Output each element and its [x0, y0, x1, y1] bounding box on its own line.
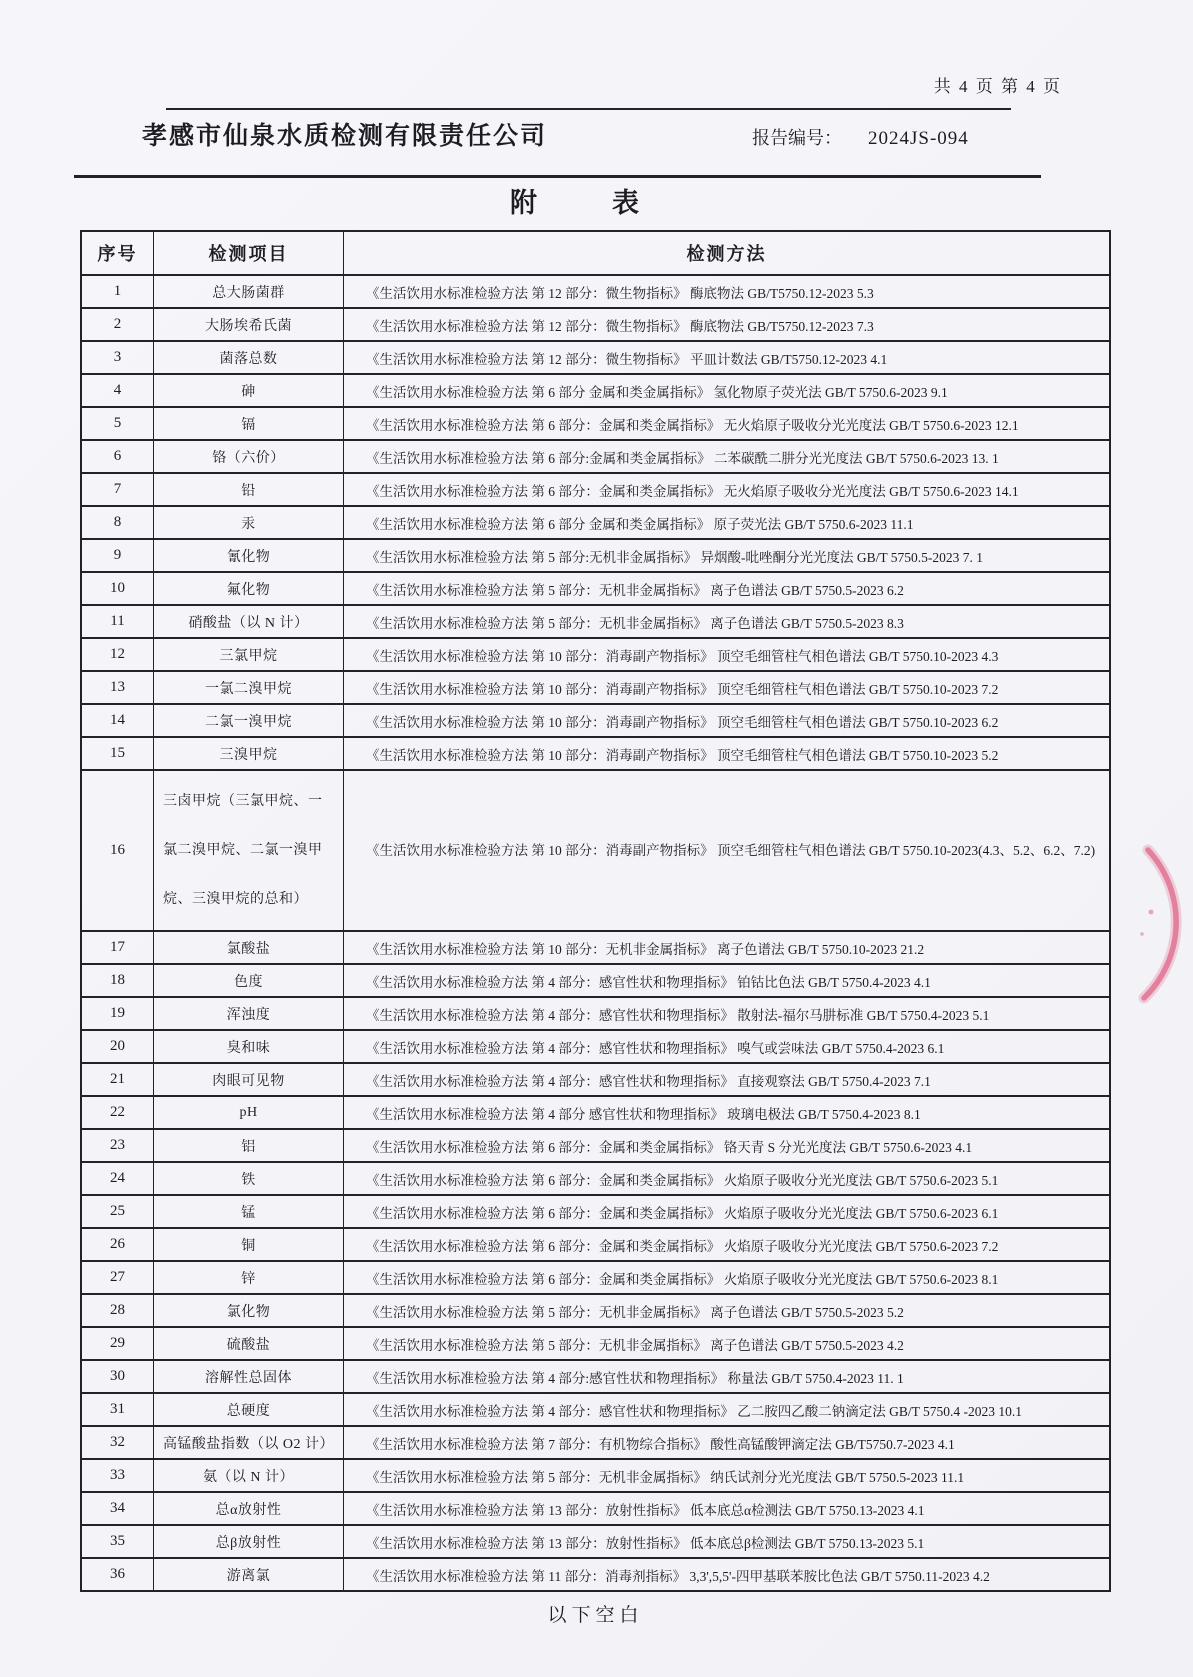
row-number-cell: 1 [82, 276, 154, 307]
table-row [82, 1260, 1109, 1293]
table-row [82, 930, 1109, 963]
test-method-cell: 《生活饮用水标准检验方法 第 4 部分：感官性状和物理指标》 铂钴比色法 GB/T 5750.4-2023 4.1 [366, 974, 931, 990]
test-item-cell: 铝 [154, 1130, 344, 1161]
table-row [82, 670, 1109, 703]
table-row [82, 1095, 1109, 1128]
table-row [82, 340, 1109, 373]
test-item-cell: 氟化物 [154, 573, 344, 604]
test-method-cell: 《生活饮用水标准检验方法 第 12 部分：微生物指标》 酶底物法 GB/T5750.12-2023 7.3 [366, 318, 874, 334]
test-item-cell: pH [154, 1097, 344, 1128]
table-row [82, 538, 1109, 571]
row-number-cell: 31 [82, 1394, 154, 1425]
test-method-cell: 《生活饮用水标准检验方法 第 10 部分：消毒副产物指标》 顶空毛细管柱气相色谱法 GB/T 5750.10-2023 4.3 [366, 648, 999, 664]
test-method-cell: 《生活饮用水标准检验方法 第 10 部分：消毒副产物指标》 顶空毛细管柱气相色谱法 GB/T 5750.10-2023(4.3、5.2、6.2、7.2) [366, 842, 1096, 858]
test-item-cell: 二氯一溴甲烷 [154, 705, 344, 736]
row-number-cell: 21 [82, 1064, 154, 1095]
table-row [82, 1161, 1109, 1194]
test-item-cell: 氯酸盐 [154, 932, 344, 963]
test-item-cell: 汞 [154, 507, 344, 538]
test-method-cell: 《生活饮用水标准检验方法 第 4 部分:感官性状和物理指标》 称量法 GB/T 5750.4-2023 11. 1 [366, 1370, 904, 1386]
row-number-cell: 27 [82, 1262, 154, 1293]
test-item-cell: 总α放射性 [154, 1493, 344, 1524]
table-row [82, 736, 1109, 769]
row-number-cell: 26 [82, 1229, 154, 1260]
row-number-cell: 13 [82, 672, 154, 703]
test-method-cell: 《生活饮用水标准检验方法 第 5 部分:无机非金属指标》 异烟酸-吡唑酮分光光度法 GB/T 5750.5-2023 7. 1 [366, 549, 983, 565]
test-method-cell: 《生活饮用水标准检验方法 第 10 部分：消毒副产物指标》 顶空毛细管柱气相色谱法 GB/T 5750.10-2023 6.2 [366, 714, 999, 730]
row-number-cell: 4 [82, 375, 154, 406]
table-row [82, 1194, 1109, 1227]
test-method-cell: 《生活饮用水标准检验方法 第 11 部分：消毒剂指标》 3,3',5,5'-四甲基联苯胺比色法 GB/T 5750.11-2023 4.2 [366, 1568, 990, 1584]
methods-table [80, 230, 1111, 1592]
test-item-cell: 三卤甲烷（三氯甲烷、一氯二溴甲烷、二氯一溴甲烷、三溴甲烷的总和） [154, 771, 344, 930]
table-row [82, 963, 1109, 996]
test-method-cell: 《生活饮用水标准检验方法 第 6 部分：金属和类金属指标》 无火焰原子吸收分光光度法 GB/T 5750.6-2023 12.1 [366, 417, 1019, 433]
table-row [82, 1458, 1109, 1491]
row-number-cell: 14 [82, 705, 154, 736]
test-method-cell: 《生活饮用水标准检验方法 第 6 部分 金属和类金属指标》 原子荧光法 GB/T 5750.6-2023 11.1 [366, 516, 914, 532]
table-row [82, 505, 1109, 538]
table-row [82, 1425, 1109, 1458]
test-method-cell: 《生活饮用水标准检验方法 第 6 部分:金属和类金属指标》 二苯碳酰二肼分光光度法 GB/T 5750.6-2023 13. 1 [366, 450, 999, 466]
test-item-cell: 总硬度 [154, 1394, 344, 1425]
table-row [82, 1062, 1109, 1095]
appendix-title-char-2: 表 [612, 188, 640, 218]
page-count: 共 4 页 第 4 页 [933, 77, 1062, 96]
table-row [82, 1293, 1109, 1326]
test-item-cell: 溶解性总固体 [154, 1361, 344, 1392]
test-item-cell: 锌 [154, 1262, 344, 1293]
company-name: 孝感市仙泉水质检测有限责任公司 [142, 122, 548, 150]
table-row [82, 637, 1109, 670]
table-row [82, 1128, 1109, 1161]
test-method-cell: 《生活饮用水标准检验方法 第 10 部分：消毒副产物指标》 顶空毛细管柱气相色谱法 GB/T 5750.10-2023 5.2 [366, 747, 999, 763]
test-item-cell: 氰化物 [154, 540, 344, 571]
header-cell-item: 检测项目 [154, 232, 344, 274]
test-method-cell: 《生活饮用水标准检验方法 第 12 部分：微生物指标》 平皿计数法 GB/T5750.12-2023 4.1 [366, 351, 888, 367]
below-blank-note: 以下空白 [547, 1605, 644, 1626]
test-method-cell: 《生活饮用水标准检验方法 第 4 部分：感官性状和物理指标》 嗅气或尝味法 GB/T 5750.4-2023 6.1 [366, 1040, 945, 1056]
test-item-cell: 硝酸盐（以 N 计） [154, 606, 344, 637]
test-item-cell: 氯化物 [154, 1295, 344, 1326]
test-method-cell: 《生活饮用水标准检验方法 第 6 部分：金属和类金属指标》 无火焰原子吸收分光光度法 GB/T 5750.6-2023 14.1 [366, 483, 1019, 499]
test-item-cell: 色度 [154, 965, 344, 996]
test-item-cell: 硫酸盐 [154, 1328, 344, 1359]
header-cell-no: 序号 [82, 232, 154, 274]
test-method-cell: 《生活饮用水标准检验方法 第 10 部分：无机非金属指标》 离子色谱法 GB/T 5750.10-2023 21.2 [366, 941, 925, 957]
test-method-cell: 《生活饮用水标准检验方法 第 5 部分：无机非金属指标》 离子色谱法 GB/T 5750.5-2023 8.3 [366, 615, 904, 631]
test-item-cell: 砷 [154, 375, 344, 406]
test-method-cell: 《生活饮用水标准检验方法 第 6 部分 金属和类金属指标》 氢化物原子荧光法 GB/T 5750.6-2023 9.1 [366, 384, 948, 400]
row-number-cell: 25 [82, 1196, 154, 1227]
row-number-cell: 17 [82, 932, 154, 963]
test-item-cell: 铅 [154, 474, 344, 505]
test-method-cell: 《生活饮用水标准检验方法 第 10 部分：消毒副产物指标》 顶空毛细管柱气相色谱法 GB/T 5750.10-2023 7.2 [366, 681, 999, 697]
row-number-cell: 15 [82, 738, 154, 769]
red-seal-stamp-fragment [1118, 834, 1193, 1014]
row-number-cell: 33 [82, 1460, 154, 1491]
table-row [82, 439, 1109, 472]
test-method-cell: 《生活饮用水标准检验方法 第 6 部分：金属和类金属指标》 火焰原子吸收分光光度法 GB/T 5750.6-2023 8.1 [366, 1271, 999, 1287]
row-number-cell: 18 [82, 965, 154, 996]
appendix-title-char-1: 附 [510, 188, 538, 218]
test-method-cell: 《生活饮用水标准检验方法 第 5 部分：无机非金属指标》 离子色谱法 GB/T 5750.5-2023 4.2 [366, 1337, 904, 1353]
test-item-cell: 高锰酸盐指数（以 O2 计） [154, 1427, 344, 1458]
test-method-cell: 《生活饮用水标准检验方法 第 7 部分：有机物综合指标》 酸性高锰酸钾滴定法 GB/T5750.7-2023 4.1 [366, 1436, 955, 1452]
test-item-cell: 总β放射性 [154, 1526, 344, 1557]
test-item-cell: 氨（以 N 计） [154, 1460, 344, 1491]
test-method-cell: 《生活饮用水标准检验方法 第 4 部分 感官性状和物理指标》 玻璃电极法 GB/T 5750.4-2023 8.1 [366, 1106, 921, 1122]
row-number-cell: 11 [82, 606, 154, 637]
test-method-cell: 《生活饮用水标准检验方法 第 6 部分：金属和类金属指标》 火焰原子吸收分光光度法 GB/T 5750.6-2023 6.1 [366, 1205, 999, 1221]
row-number-cell: 8 [82, 507, 154, 538]
row-number-cell: 19 [82, 998, 154, 1029]
row-number-cell: 22 [82, 1097, 154, 1128]
test-item-cell: 铁 [154, 1163, 344, 1194]
header-rule-top [166, 108, 1011, 110]
table-row [82, 406, 1109, 439]
appendix-title [0, 181, 1150, 220]
test-method-cell: 《生活饮用水标准检验方法 第 4 部分：感官性状和物理指标》 乙二胺四乙酸二钠滴定法 GB/T 5750.4 -2023 10.1 [366, 1403, 1023, 1419]
table-row [82, 307, 1109, 340]
test-item-cell: 游离氯 [154, 1559, 344, 1590]
table-row [82, 1392, 1109, 1425]
test-item-cell: 一氯二溴甲烷 [154, 672, 344, 703]
row-number-cell: 7 [82, 474, 154, 505]
test-method-cell: 《生活饮用水标准检验方法 第 13 部分：放射性指标》 低本底总α检测法 GB/T 5750.13-2023 4.1 [366, 1502, 925, 1518]
row-number-cell: 6 [82, 441, 154, 472]
test-method-cell: 《生活饮用水标准检验方法 第 4 部分：感官性状和物理指标》 散射法-福尔马肼标准 GB/T 5750.4-2023 5.1 [366, 1007, 990, 1023]
test-method-cell: 《生活饮用水标准检验方法 第 6 部分：金属和类金属指标》 火焰原子吸收分光光度法 GB/T 5750.6-2023 7.2 [366, 1238, 999, 1254]
table-row [82, 1524, 1109, 1557]
table-row [82, 571, 1109, 604]
test-item-cell: 铜 [154, 1229, 344, 1260]
row-number-cell: 3 [82, 342, 154, 373]
table-row [82, 1227, 1109, 1260]
row-number-cell: 5 [82, 408, 154, 439]
row-number-cell: 30 [82, 1361, 154, 1392]
test-item-cell: 三溴甲烷 [154, 738, 344, 769]
table-row [82, 274, 1109, 307]
table-body [82, 274, 1109, 1590]
table-row [82, 472, 1109, 505]
test-method-cell: 《生活饮用水标准检验方法 第 6 部分：金属和类金属指标》 铬天青 S 分光光度法 GB/T 5750.6-2023 4.1 [366, 1139, 973, 1155]
row-number-cell: 34 [82, 1493, 154, 1524]
row-number-cell: 23 [82, 1130, 154, 1161]
row-number-cell: 36 [82, 1559, 154, 1590]
table-row [82, 1326, 1109, 1359]
test-item-cell: 总大肠菌群 [154, 276, 344, 307]
report-number-value: 2024JS-094 [868, 128, 969, 149]
test-method-cell: 《生活饮用水标准检验方法 第 12 部分：微生物指标》 酶底物法 GB/T5750.12-2023 5.3 [366, 285, 874, 301]
row-number-cell: 9 [82, 540, 154, 571]
test-method-cell: 《生活饮用水标准检验方法 第 4 部分：感官性状和物理指标》 直接观察法 GB/T 5750.4-2023 7.1 [366, 1073, 931, 1089]
row-number-cell: 29 [82, 1328, 154, 1359]
table-header-row [82, 232, 1109, 274]
test-method-cell: 《生活饮用水标准检验方法 第 5 部分：无机非金属指标》 纳氏试剂分光光度法 GB/T 5750.5-2023 11.1 [366, 1469, 965, 1485]
header-rule-main [74, 175, 1041, 178]
test-method-cell: 《生活饮用水标准检验方法 第 13 部分：放射性指标》 低本底总β检测法 GB/T 5750.13-2023 5.1 [366, 1535, 925, 1551]
row-number-cell: 10 [82, 573, 154, 604]
row-number-cell: 20 [82, 1031, 154, 1062]
table-row [82, 1029, 1109, 1062]
table-row [82, 604, 1109, 637]
report-number-label: 报告编号： [752, 128, 842, 148]
row-number-cell: 16 [82, 771, 154, 930]
report-number [752, 124, 969, 150]
table-row [82, 769, 1109, 930]
test-method-cell: 《生活饮用水标准检验方法 第 6 部分：金属和类金属指标》 火焰原子吸收分光光度法 GB/T 5750.6-2023 5.1 [366, 1172, 999, 1188]
test-item-cell: 大肠埃希氏菌 [154, 309, 344, 340]
table-row [82, 1491, 1109, 1524]
test-item-cell: 三氯甲烷 [154, 639, 344, 670]
table-row [82, 703, 1109, 736]
test-item-cell: 肉眼可见物 [154, 1064, 344, 1095]
table-row [82, 996, 1109, 1029]
test-item-cell: 臭和味 [154, 1031, 344, 1062]
test-method-cell: 《生活饮用水标准检验方法 第 5 部分：无机非金属指标》 离子色谱法 GB/T 5750.5-2023 6.2 [366, 582, 904, 598]
row-number-cell: 35 [82, 1526, 154, 1557]
test-item-cell: 菌落总数 [154, 342, 344, 373]
row-number-cell: 24 [82, 1163, 154, 1194]
row-number-cell: 2 [82, 309, 154, 340]
header-cell-method: 检测方法 [686, 244, 767, 264]
test-item-cell: 浑浊度 [154, 998, 344, 1029]
table-row [82, 1557, 1109, 1590]
row-number-cell: 32 [82, 1427, 154, 1458]
row-number-cell: 28 [82, 1295, 154, 1326]
table-row [82, 1359, 1109, 1392]
test-item-cell: 锰 [154, 1196, 344, 1227]
test-item-cell: 镉 [154, 408, 344, 439]
test-item-cell: 铬（六价） [154, 441, 344, 472]
row-number-cell: 12 [82, 639, 154, 670]
table-row [82, 373, 1109, 406]
test-method-cell: 《生活饮用水标准检验方法 第 5 部分：无机非金属指标》 离子色谱法 GB/T 5750.5-2023 5.2 [366, 1304, 904, 1320]
